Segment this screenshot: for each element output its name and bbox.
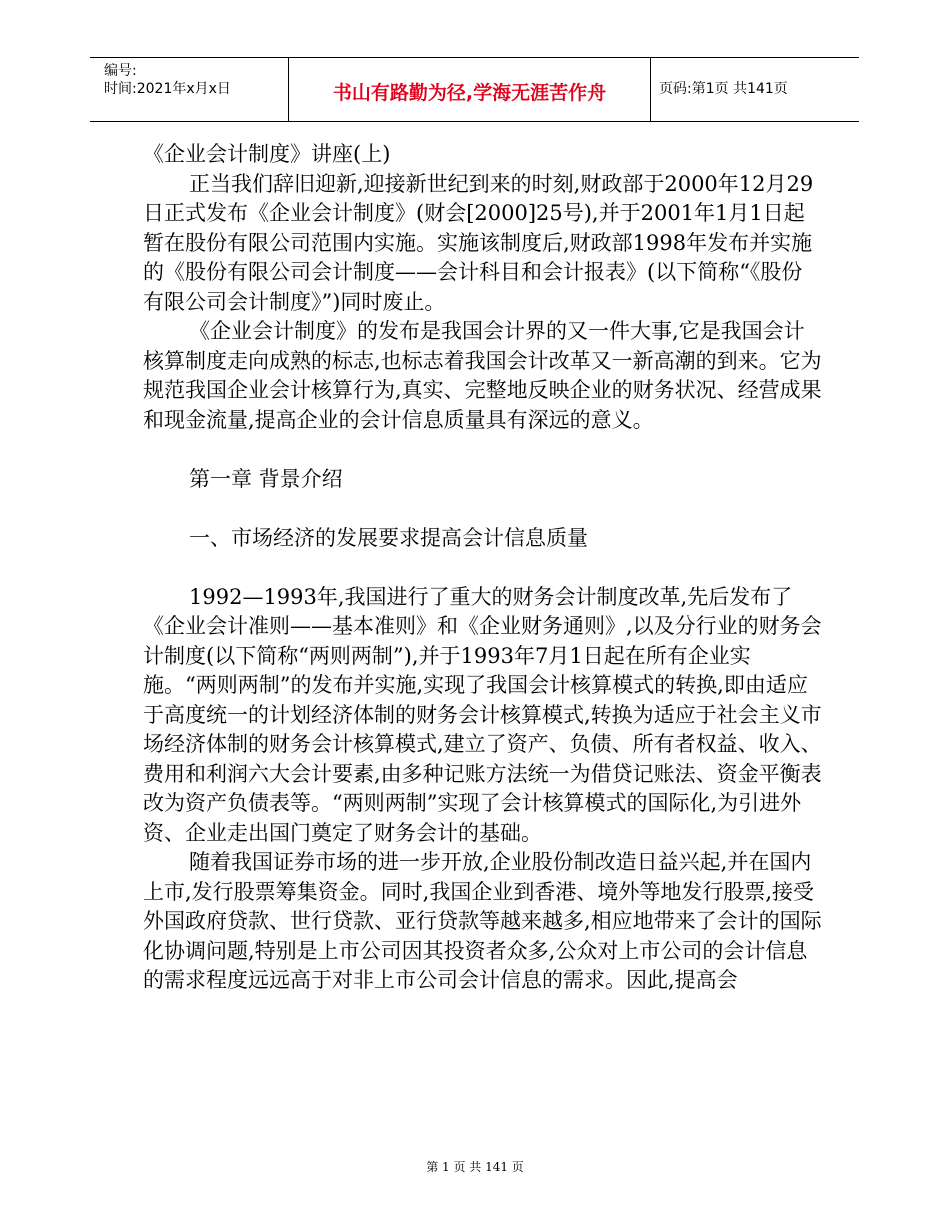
- document-title: 《企业会计制度》讲座(上): [143, 142, 391, 166]
- header-time-label: 时间:2021年x月x日: [104, 81, 231, 97]
- header-divider-right: [650, 57, 651, 122]
- header-top-rule: [90, 57, 859, 58]
- section-heading: 一、市场经济的发展要求提高会计信息质量: [189, 525, 588, 550]
- intro-paragraph-1: 正当我们辞旧迎新,迎接新世纪到来的时刻,财政部于2000年12月29日正式发布《企业会计制度》(财会[2000]25号),并于2001年1月1日起暂在股份有限公司范围内实施。实施该制度后,财政部1998年发布并实施的《股份有限公司会计制度——会计科目和会计报表》(以下简称“《股份有限公司会计制度》”)同时废止。: [143, 171, 814, 314]
- chapter-heading: 第一章 背景介绍: [189, 466, 343, 491]
- body-paragraph-1: 1992—1993年,我国进行了重大的财务会计制度改革,先后发布了《企业会计准则——基本准则》和《企业财务通则》,以及分行业的财务会计制度(以下简称“两则两制”),并于1993年7月1日起在所有企业实施。“两则两制”的发布并实施,实现了我国会计核算模式的转换,即由适应于高度统一的计划经济体制的财务会计核算模式,转换为适应于社会主义市场经济体制的财务会计核算模式,建立了资产、负债、所有者权益、收入、费用和利润六大会计要素,由多种记账方法统一为借贷记账法、资金平衡表改为资产负债表等。“两则两制”实现了会计核算模式的国际化,为引进外资、企业走出国门奠定了财务会计的基础。: [143, 584, 822, 845]
- spacer: [143, 494, 823, 524]
- header-motto: 书山有路勤为径,学海无涯苦作舟: [332, 82, 607, 104]
- page-footer: 第 1 页 共 141 页: [426, 1160, 524, 1174]
- body-paragraph-2: 随着我国证券市场的进一步开放,企业股份制改造日益兴起,并在国内上市,发行股票筹集资金。同时,我国企业到香港、境外等地发行股票,接受外国政府贷款、世行贷款、亚行贷款等越来越多,相应地带来了会计的国际化协调问题,特别是上市公司因其投资者众多,公众对上市公司的会计信息的需求程度远远高于对非上市公司会计信息的需求。因此,提高会: [143, 850, 822, 992]
- intro-paragraph-2: 《企业会计制度》的发布是我国会计界的又一件大事,它是我国会计核算制度走向成熟的标志,也标志着我国会计改革又一新高潮的到来。它为规范我国企业会计核算行为,真实、完整地反映企业的财务状况、经营成果和现金流量,提高企业的会计信息质量具有深远的意义。: [143, 319, 822, 432]
- header-page-info: 页码:第1页 共141页: [659, 81, 788, 97]
- spacer: [143, 435, 823, 465]
- header-bottom-rule: [90, 121, 859, 122]
- document-body: [143, 140, 823, 996]
- spacer: [143, 553, 823, 583]
- header-number-label: 编号:: [104, 63, 137, 79]
